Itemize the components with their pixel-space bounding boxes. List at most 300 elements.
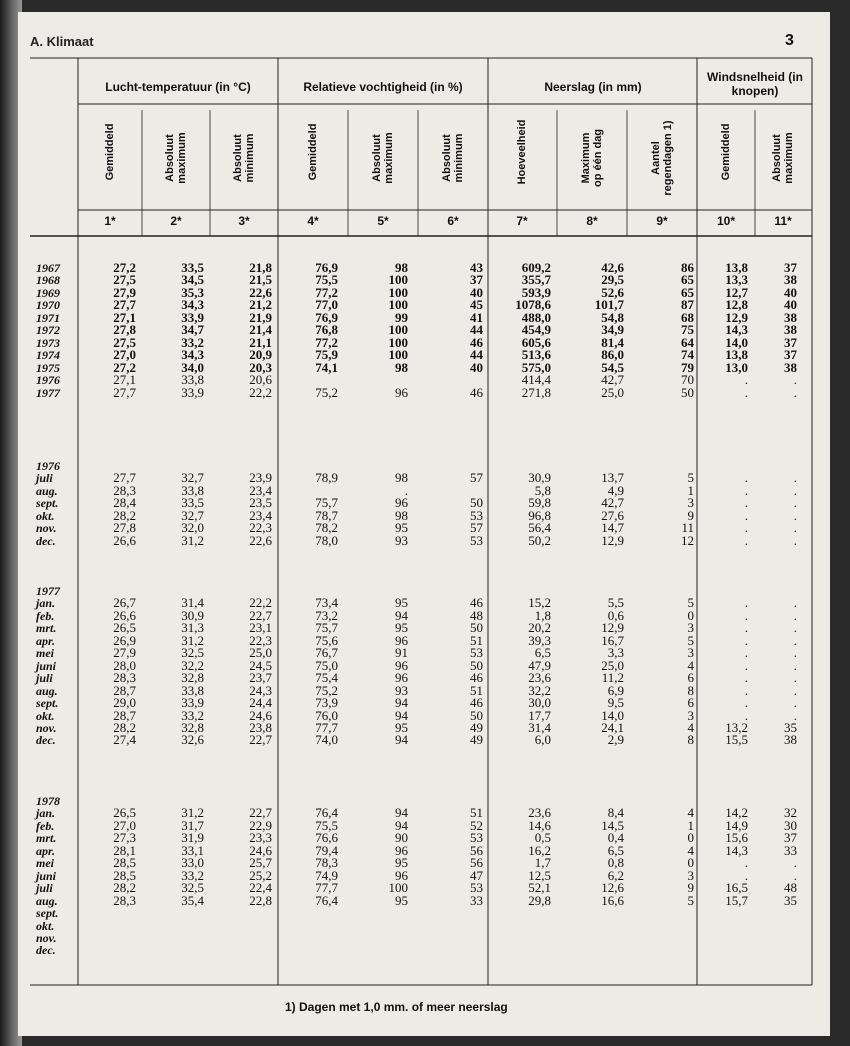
table-cell: 0,4: [607, 830, 624, 846]
table-cell: 6,9: [607, 682, 624, 698]
table-cell: 38: [784, 732, 797, 748]
table-cell: 14,7: [601, 520, 624, 536]
table-cell: 6: [687, 695, 694, 711]
table-cell: 30,9: [181, 607, 204, 623]
table-cell: 75,2: [315, 384, 338, 400]
table-cell: 40: [470, 284, 483, 300]
table-cell: 22,7: [249, 805, 272, 821]
table-cell: 65: [681, 272, 694, 288]
row-label: mrt.: [36, 831, 57, 846]
table-cell: 24,4: [249, 695, 272, 711]
column-header-9: Aantel regendagen 1): [650, 120, 674, 196]
table-cell: 32,2: [181, 657, 204, 673]
row-label: 1975: [36, 360, 60, 375]
table-cell: 76,0: [315, 707, 338, 723]
row-label: dec.: [36, 943, 56, 958]
table-cell: 31,2: [181, 632, 204, 648]
table-cell: 57: [470, 520, 483, 536]
table-cell: 4: [687, 805, 694, 821]
table-cell: 32,8: [181, 670, 204, 686]
table-cell: 3: [687, 645, 694, 661]
table-cell: 5: [687, 470, 694, 486]
row-label: juli: [36, 471, 53, 486]
table-cell: 24,3: [249, 682, 272, 698]
table-cell: 30,9: [528, 470, 551, 486]
table-cell: 32,6: [181, 732, 204, 748]
table-cell: .: [793, 695, 797, 711]
table-cell: 3: [687, 620, 694, 636]
table-cell: .: [744, 645, 748, 661]
table-cell: 355,7: [521, 272, 551, 288]
table-cell: 44: [470, 347, 483, 363]
table-cell: 6,0: [534, 732, 551, 748]
table-cell: 76,9: [315, 260, 338, 275]
table-cell: 93: [395, 532, 408, 548]
table-cell: 4: [687, 657, 694, 673]
table-cell: 9,5: [607, 695, 624, 711]
table-cell: 40: [470, 359, 483, 375]
table-cell: 100: [388, 272, 408, 288]
table-cell: 30,0: [528, 695, 551, 711]
table-cell: 81,4: [601, 334, 624, 350]
table-cell: 23,1: [249, 620, 272, 636]
row-label: mei: [36, 646, 54, 661]
row-label: mei: [36, 856, 54, 871]
table-cell: 57: [470, 470, 483, 486]
table-cell: 38: [784, 322, 797, 338]
table-cell: 33,5: [181, 260, 204, 275]
table-cell: 28,3: [113, 670, 136, 686]
row-label: 1977: [36, 584, 60, 598]
table-cell: 95: [395, 855, 408, 871]
table-cell: 79: [681, 359, 694, 375]
table-cell: 14,6: [528, 817, 551, 833]
table-cell: 35,3: [181, 284, 204, 300]
table-cell: 32,2: [528, 682, 551, 698]
table-cell: 27,9: [113, 284, 136, 300]
table-cell: 16,7: [601, 632, 624, 648]
table-cell: .: [793, 632, 797, 648]
table-cell: 35,4: [181, 892, 204, 908]
table-cell: 13,8: [725, 260, 748, 275]
table-cell: 95: [395, 520, 408, 536]
table-cell: .: [793, 495, 797, 511]
row-label: 1971: [36, 310, 60, 325]
table-cell: 27,4: [113, 732, 136, 748]
table-cell: .: [793, 470, 797, 486]
table-cell: 32,5: [181, 645, 204, 661]
table-cell: 14,3: [725, 842, 748, 858]
table-cell: 46: [470, 334, 483, 350]
table-cell: 32,8: [181, 719, 204, 735]
table-cell: 28,7: [113, 707, 136, 723]
table-cell: 75,5: [315, 817, 338, 833]
table-cell: 38: [784, 309, 797, 325]
table-cell: 33,0: [181, 855, 204, 871]
table-cell: 78,7: [315, 507, 338, 523]
table-cell: 75,6: [315, 632, 338, 648]
table-cell: 47,9: [528, 657, 551, 673]
table-cell: 13,3: [725, 272, 748, 288]
table-cell: 575,0: [521, 359, 551, 375]
table-cell: 13,0: [725, 359, 748, 375]
row-label: apr.: [36, 633, 56, 648]
table-cell: 34,5: [181, 272, 204, 288]
table-cell: 75,5: [315, 272, 338, 288]
table-cell: 56: [470, 855, 483, 871]
table-cell: 95: [395, 620, 408, 636]
table-cell: 4: [687, 719, 694, 735]
table-cell: 12,9: [725, 309, 748, 325]
table-cell: 37: [784, 347, 797, 363]
row-label: apr.: [36, 843, 56, 858]
column-header-2: Absoluut maximum: [164, 132, 188, 184]
table-cell: 100: [388, 334, 408, 350]
table-cell: 38: [784, 272, 797, 288]
table-cell: 17,7: [528, 707, 551, 723]
table-cell: 33,2: [181, 707, 204, 723]
table-cell: 52: [470, 817, 483, 833]
table-cell: 33,1: [181, 842, 204, 858]
table-cell: 21,5: [249, 272, 272, 288]
table-cell: 22,3: [249, 520, 272, 536]
table-cell: 23,6: [528, 805, 551, 821]
table-cell: 20,2: [528, 620, 551, 636]
table-cell: 593,9: [521, 284, 551, 300]
table-cell: 33,8: [181, 482, 204, 498]
table-cell: 37: [470, 272, 483, 288]
table-cell: 76,9: [315, 309, 338, 325]
column-header-6: Absoluut minimum: [441, 133, 465, 183]
row-label: juli: [36, 671, 53, 686]
table-cell: 78,2: [315, 520, 338, 536]
table-cell: 52,1: [528, 880, 551, 896]
table-cell: 27,8: [113, 322, 136, 338]
table-cell: 68: [681, 309, 694, 325]
table-cell: 9: [687, 880, 694, 896]
table-cell: 50,2: [528, 532, 551, 548]
table-cell: 42,6: [601, 260, 624, 275]
table-cell: 13,8: [725, 347, 748, 363]
table-cell: 27,5: [113, 334, 136, 350]
column-number-9: 9*: [656, 214, 668, 228]
column-number-5: 5*: [377, 214, 389, 228]
table-cell: 53: [470, 507, 483, 523]
table-cell: 34,0: [181, 359, 204, 375]
table-cell: 64: [681, 334, 694, 350]
table-cell: 53: [470, 830, 483, 846]
table-cell: 15,7: [725, 892, 748, 908]
table-cell: 0,8: [607, 855, 624, 871]
row-label: aug.: [36, 483, 58, 498]
table-cell: 28,2: [113, 880, 136, 896]
table-cell: 75,7: [315, 620, 338, 636]
table-cell: 100: [388, 284, 408, 300]
column-header-5: Absoluut maximum: [371, 132, 395, 184]
row-label: okt.: [36, 708, 55, 723]
table-cell: 27,0: [113, 817, 136, 833]
table-cell: 31,2: [181, 805, 204, 821]
table-cell: 100: [388, 322, 408, 338]
table-cell: 14,5: [601, 817, 624, 833]
table-cell: 46: [470, 670, 483, 686]
table-cell: 40: [784, 284, 797, 300]
table-cell: 12,9: [601, 620, 624, 636]
table-cell: 27,7: [113, 384, 136, 400]
row-label: sept.: [36, 496, 59, 511]
table-cell: 31,4: [181, 595, 204, 611]
row-label: feb.: [36, 818, 55, 833]
table-cell: 5: [687, 595, 694, 611]
table-cell: 12,7: [725, 284, 748, 300]
table-cell: 76,8: [315, 322, 338, 338]
table-cell: 41: [470, 309, 483, 325]
table-cell: 23,9: [249, 470, 272, 486]
table-cell: 22,8: [249, 892, 272, 908]
table-cell: 65: [681, 284, 694, 300]
table-cell: 16,6: [601, 892, 624, 908]
table-cell: 33,5: [181, 495, 204, 511]
table-cell: 33,2: [181, 867, 204, 883]
column-number-8: 8*: [586, 214, 598, 228]
table-cell: 77,2: [315, 284, 338, 300]
table-cell: 99: [395, 309, 408, 325]
table-cell: 29,0: [113, 695, 136, 711]
table-cell: .: [793, 645, 797, 661]
table-cell: 6,2: [607, 867, 624, 883]
table-cell: 74,0: [315, 732, 338, 748]
table-cell: 24,6: [249, 707, 272, 723]
table-cell: 5,8: [534, 482, 551, 498]
table-cell: 1078,6: [515, 297, 551, 313]
table-cell: 5: [687, 632, 694, 648]
table-cell: 23,8: [249, 719, 272, 735]
table-cell: 23,4: [249, 482, 272, 498]
table-cell: 37: [784, 334, 797, 350]
column-header-1: Gemiddeld: [104, 123, 116, 181]
table-cell: .: [744, 632, 748, 648]
table-cell: .: [744, 682, 748, 698]
table-cell: .: [744, 855, 748, 871]
table-cell: 14,9: [725, 817, 748, 833]
table-cell: 74,9: [315, 867, 338, 883]
row-label: 1976: [36, 459, 60, 473]
table-cell: 29,8: [528, 892, 551, 908]
table-cell: 32,7: [181, 470, 204, 486]
table-cell: 29,5: [601, 272, 624, 288]
table-cell: 5,5: [607, 595, 624, 611]
table-cell: 77,0: [315, 297, 338, 313]
table-cell: 33,8: [181, 372, 204, 388]
table-cell: 21,2: [249, 297, 272, 313]
table-cell: 34,9: [601, 322, 624, 338]
column-number-11: 11*: [774, 214, 792, 228]
table-cell: 42,7: [601, 372, 624, 388]
table-cell: 27,2: [113, 359, 136, 375]
table-cell: 22,4: [249, 880, 272, 896]
table-cell: .: [793, 682, 797, 698]
table-cell: 12: [681, 532, 694, 548]
table-cell: 8: [687, 682, 694, 698]
table-cell: 27,8: [113, 520, 136, 536]
table-cell: 94: [395, 805, 408, 821]
table-cell: 96,8: [528, 507, 551, 523]
table-cell: 49: [470, 732, 483, 748]
table-cell: 30: [784, 817, 797, 833]
column-number-6: 6*: [447, 214, 459, 228]
table-cell: 22,6: [249, 532, 272, 548]
table-cell: 24,5: [249, 657, 272, 673]
table-cell: 26,6: [113, 607, 136, 623]
column-number-3: 3*: [238, 214, 250, 228]
table-cell: 26,9: [113, 632, 136, 648]
table-cell: 98: [395, 507, 408, 523]
table-cell: 26,5: [113, 805, 136, 821]
table-cell: 23,4: [249, 507, 272, 523]
table-cell: 27,7: [113, 297, 136, 313]
table-cell: 25,2: [249, 867, 272, 883]
table-cell: 3: [687, 495, 694, 511]
table-cell: 24,1: [601, 719, 624, 735]
table-cell: 11,2: [601, 670, 624, 686]
row-label: nov.: [36, 930, 57, 945]
table-cell: 79,4: [315, 842, 338, 858]
table-cell: 6: [687, 670, 694, 686]
table-cell: 44: [470, 322, 483, 338]
table-cell: 77,2: [315, 334, 338, 350]
table-cell: 95: [395, 719, 408, 735]
table-cell: 25,7: [249, 855, 272, 871]
table-cell: .: [744, 695, 748, 711]
table-cell: 33,2: [181, 334, 204, 350]
table-cell: 48: [470, 607, 483, 623]
table-cell: .: [793, 607, 797, 623]
table-cell: 33,8: [181, 682, 204, 698]
row-label: sept.: [36, 906, 59, 921]
table-cell: 76,4: [315, 892, 338, 908]
table-cell: .: [793, 657, 797, 673]
table-cell: 53: [470, 880, 483, 896]
table-cell: 35: [784, 892, 797, 908]
table-cell: 42,7: [601, 495, 624, 511]
table-cell: 31,7: [181, 817, 204, 833]
table-cell: 76,4: [315, 805, 338, 821]
table-cell: 27,1: [113, 309, 136, 325]
table-cell: 78,3: [315, 855, 338, 871]
table-cell: .: [744, 372, 748, 388]
table-cell: 25,0: [601, 657, 624, 673]
table-cell: 32: [784, 805, 797, 821]
table-cell: 27,0: [113, 347, 136, 363]
table-cell: 21,8: [249, 260, 272, 275]
table-cell: 11: [681, 520, 694, 536]
table-cell: 13,7: [601, 470, 624, 486]
row-label: juli: [36, 881, 53, 896]
table-cell: 271,8: [521, 384, 551, 400]
table-cell: 77,7: [315, 880, 338, 896]
table-cell: 47: [470, 867, 483, 883]
table-cell: .: [793, 620, 797, 636]
row-label: 1978: [36, 794, 60, 808]
table-cell: .: [744, 520, 748, 536]
table-cell: 513,6: [521, 347, 551, 363]
row-label: 1970: [36, 298, 60, 313]
table-cell: .: [744, 384, 748, 400]
table-cell: 23,6: [528, 670, 551, 686]
table-cell: 53: [470, 645, 483, 661]
table-cell: 45: [470, 297, 483, 313]
table-cell: 98: [395, 359, 408, 375]
table-cell: 74,1: [315, 359, 338, 375]
column-header-4: Gemiddeld: [307, 123, 319, 181]
row-label: juni: [36, 868, 57, 883]
table-cell: 25,0: [249, 645, 272, 661]
table-cell: 53: [470, 532, 483, 548]
table-cell: 96: [395, 384, 408, 400]
row-label: feb.: [36, 608, 55, 623]
table-cell: 15,2: [528, 595, 551, 611]
table-cell: 21,1: [249, 334, 272, 350]
footnote: 1) Dagen met 1,0 mm. of meer neerslag: [285, 1000, 508, 1014]
table-cell: .: [744, 482, 748, 498]
table-cell: 95: [395, 892, 408, 908]
table-cell: 50: [470, 707, 483, 723]
row-label: 1977: [36, 385, 60, 400]
table-cell: 50: [470, 495, 483, 511]
table-cell: 87: [681, 297, 694, 313]
table-cell: .: [744, 620, 748, 636]
table-cell: 37: [784, 830, 797, 846]
table-cell: 39,3: [528, 632, 551, 648]
table-cell: 12,6: [601, 880, 624, 896]
table-cell: 75: [681, 322, 694, 338]
table-cell: 28,2: [113, 719, 136, 735]
table-cell: 21,9: [249, 309, 272, 325]
table-cell: .: [404, 482, 408, 498]
table-cell: .: [744, 495, 748, 511]
table-cell: 4: [687, 842, 694, 858]
table-cell: 96: [395, 632, 408, 648]
row-label: dec.: [36, 533, 56, 548]
table-cell: 1,8: [534, 607, 551, 623]
table-cell: 22,9: [249, 817, 272, 833]
table-cell: 5: [687, 892, 694, 908]
table-cell: 32,0: [181, 520, 204, 536]
table-cell: 28,4: [113, 495, 136, 511]
table-cell: 14,0: [601, 707, 624, 723]
row-label: jan.: [36, 806, 56, 821]
table-cell: .: [744, 470, 748, 486]
table-cell: 31,9: [181, 830, 204, 846]
table-cell: 9: [687, 507, 694, 523]
row-label: nov.: [36, 521, 57, 536]
row-label: aug.: [36, 893, 58, 908]
table-cell: 75,9: [315, 347, 338, 363]
row-label: 1972: [36, 323, 60, 338]
table-cell: .: [744, 532, 748, 548]
table-cell: 12,5: [528, 867, 551, 883]
table-cell: 27,2: [113, 260, 136, 275]
table-cell: 31,2: [181, 532, 204, 548]
table-cell: .: [793, 507, 797, 523]
table-cell: .: [793, 520, 797, 536]
table-cell: 16,2: [528, 842, 551, 858]
column-header-3: Absoluut minimum: [232, 133, 256, 183]
table-cell: 1: [687, 482, 694, 498]
table-cell: 33,9: [181, 384, 204, 400]
table-cell: 3: [687, 867, 694, 883]
table-cell: 28,3: [113, 482, 136, 498]
